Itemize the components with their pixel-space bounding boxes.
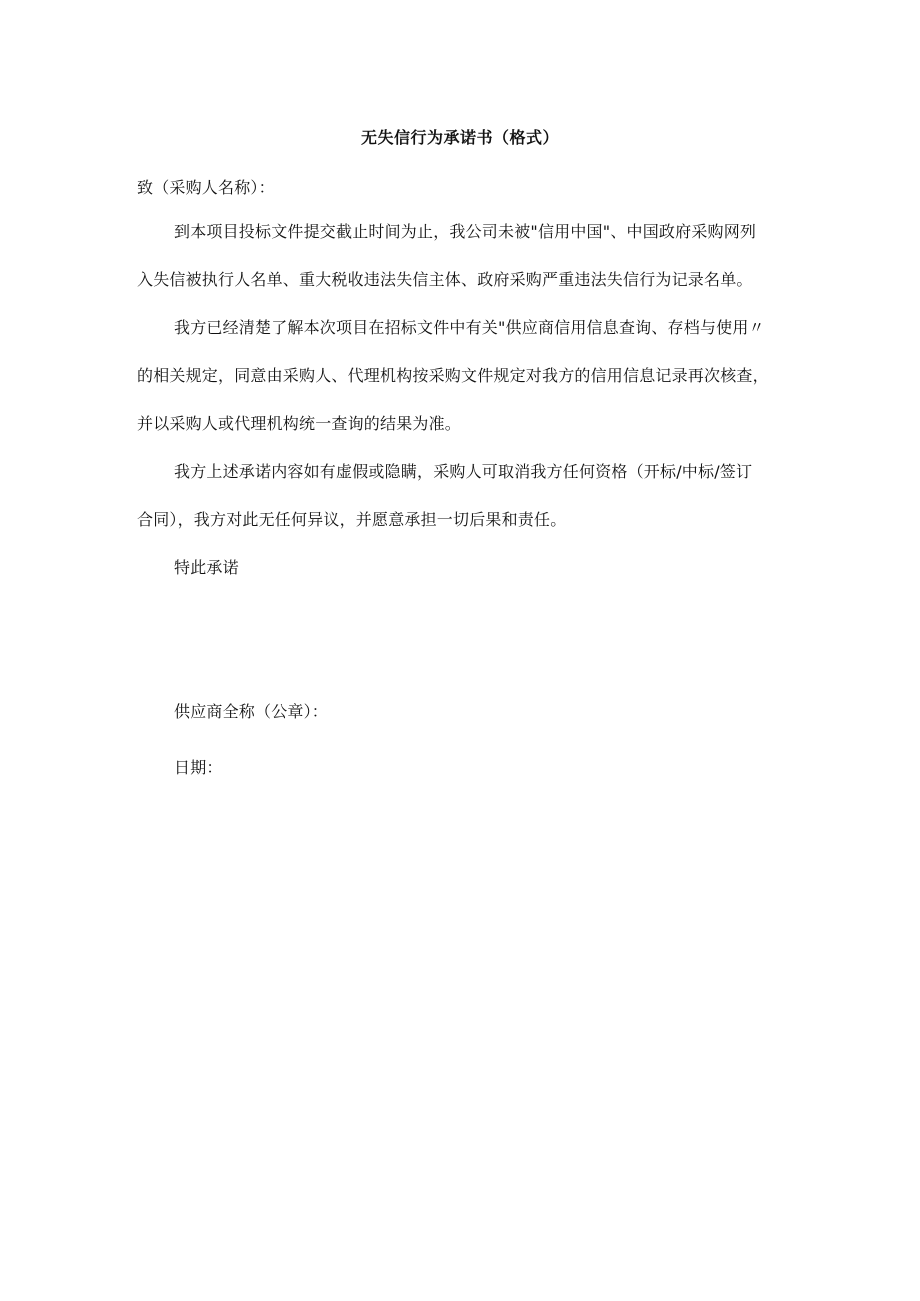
paragraph-1-line-1: 到本项目投标文件提交截止时间为止，我公司未被"信用中国"、中国政府采购网列 bbox=[174, 222, 757, 241]
supplier-name-label: 供应商全称（公章）： bbox=[174, 702, 329, 721]
paragraph-2-line-3: 并以采购人或代理机构统一查询的结果为准。 bbox=[137, 414, 462, 433]
closing-statement: 特此承诺 bbox=[174, 558, 239, 577]
paragraph-1-line-2: 入失信被执行人名单、重大税收违法失信主体、政府采购严重违法失信行为记录名单。 bbox=[137, 270, 753, 289]
paragraph-3-line-2: 合同），我方对此无任何异议，并愿意承担一切后果和责任。 bbox=[137, 510, 567, 529]
paragraph-2-line-1: 我方已经清楚了解本次项目在招标文件中有关"供应商信用信息查询、存档与使用〃 bbox=[174, 318, 765, 337]
date-label: 日期： bbox=[174, 758, 223, 777]
salutation: 致（采购人名称）： bbox=[137, 178, 275, 197]
paragraph-2-line-2: 的相关规定，同意由采购人、代理机构按采购文件规定对我方的信用信息记录再次核查， bbox=[137, 366, 769, 385]
document-title: 无失信行为承诺书（格式） bbox=[360, 128, 559, 147]
paragraph-3-line-1: 我方上述承诺内容如有虚假或隐瞒，采购人可取消我方任何资格（开标/中标/签订 bbox=[174, 462, 753, 481]
